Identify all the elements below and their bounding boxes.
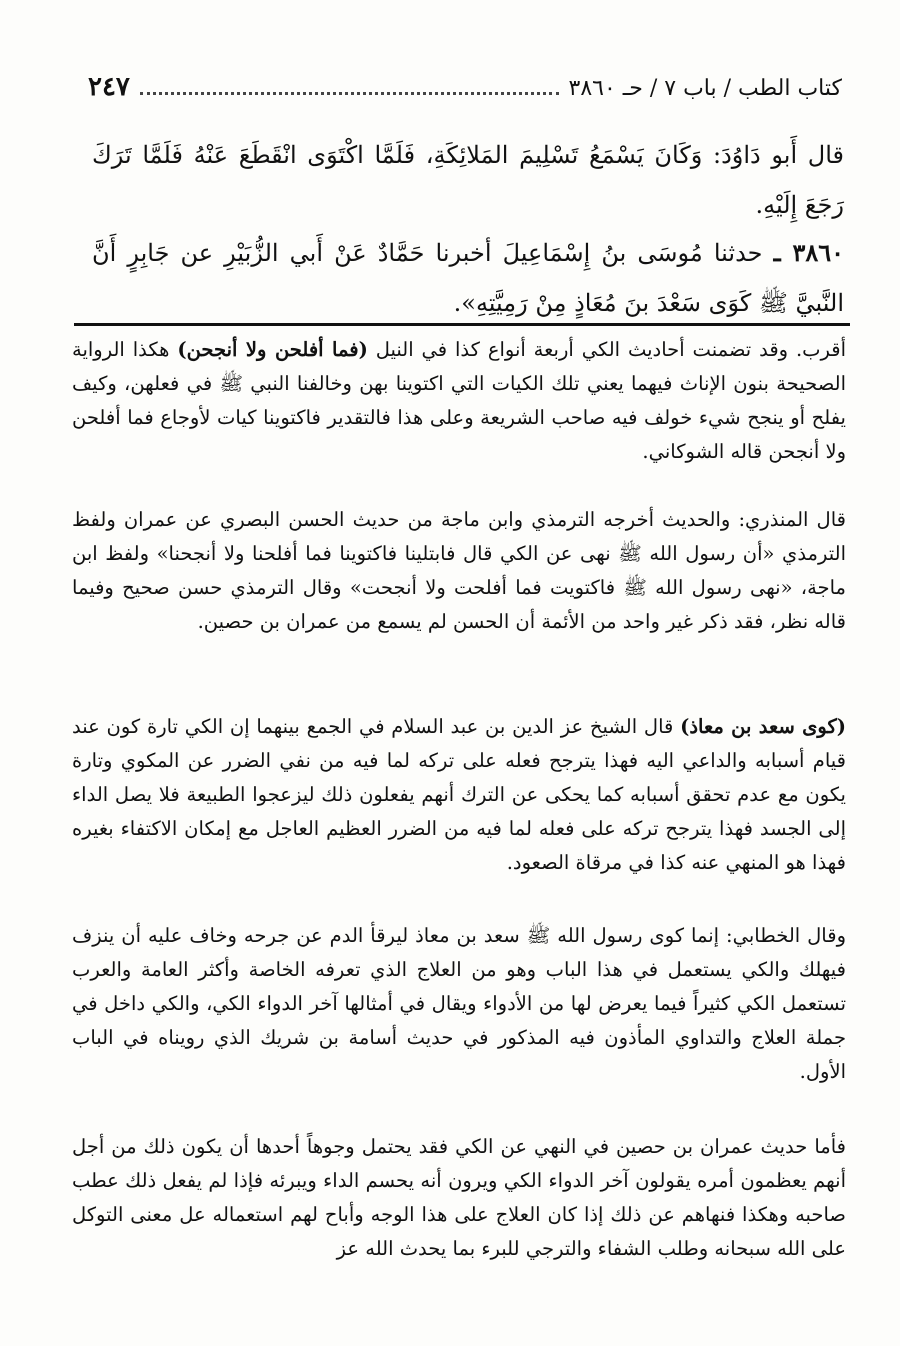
separator-rule bbox=[74, 323, 850, 326]
hadith-number: ٣٨٦٠ ـ bbox=[773, 238, 844, 267]
hadith-text: حدثنا مُوسَى بنُ إِسْمَاعِيلَ أخبرنا حَمَّادٌ عَنْ أَبي الزُّبَيْرِ عن جَابِرٍ أَنَّ النَّبيَّ ﷺ كَوَى سَعْدَ بنَ مُعَاذٍ مِنْ رَمِيَّتِهِ». bbox=[92, 239, 844, 317]
matn-text: قال أَبو دَاوُدَ: وَكَانَ يَسْمَعُ تَسْلِيمَ المَلائِكَةِ، فَلَمَّا اكْتَوَى انْقَطَعَ عَنْهُ فَلَمَّا تَرَكَ رَجَعَ إِلَيْهِ. bbox=[92, 141, 844, 219]
commentary-paragraph-1 bbox=[72, 333, 846, 469]
page-number: ٢٤٧ bbox=[88, 72, 130, 102]
commentary-paragraph-2 bbox=[72, 503, 846, 639]
quoted-phrase: (كوى سعد بن معاذ) bbox=[680, 715, 846, 738]
commentary-text: هكذا الرواية الصحيحة بنون الإناث فيهما يعني تلك الكيات التي اكتوينا بهن وخالفنا النبي ﷺ في فعلهن، وكيف يفلح أو ينجح شيء خولف فيه صاحب الشريعة وعلى هذا فالتقدير فاكتوينا كيات لأوجاع فما أفلحن ولا أنجحن قاله الشوكاني. bbox=[72, 338, 846, 463]
commentary-paragraph-4 bbox=[72, 919, 846, 1089]
commentary-text: قال المنذري: والحديث أخرجه الترمذي وابن ماجة من حديث الحسن البصري عن عمران ولفظ الترمذي «أن رسول الله ﷺ نهى عن الكي قال فابتلينا فاكتوينا فما أفلحنا ولا أنجحنا» ولفظ ابن ماجة، «نهى رسول الله ﷺ فاكتويت فما أفلحت ولا أنجحت» وقال الترمذي حسن صحيح وفيما قاله نظر، فقد ذكر غير واحد من الأئمة أن الحسن لم يسمع من عمران بن حصين. bbox=[72, 508, 846, 633]
commentary-paragraph-5 bbox=[72, 1130, 846, 1266]
quoted-phrase: (فما أفلحن ولا أنجحن) bbox=[177, 338, 368, 361]
commentary-paragraph-3 bbox=[72, 710, 846, 880]
page-header bbox=[88, 72, 842, 112]
commentary-text: فأما حديث عمران بن حصين في النهي عن الكي فقد يحتمل وجوهاً أحدها أن يكون ذلك من أجل أنهم يعظمون أمره يقولون آخر الدواء الكي ويرون أنه يحسم الداء ويبرئه فإذا لم يفعل ذلك عطب صاحبه وهكذا فنهاهم عن ذلك إذا كان العلاج على هذا الوجه وأباح لهم استعماله عل معنى التوكل على الله سبحانه وطلب الشفاء والترجي للبرء بما يحدث الله عز bbox=[72, 1135, 846, 1260]
commentary-text: قال الشيخ عز الدين بن عبد السلام في الجمع بينهما إن الكي تارة كون عند قيام أسبابه والداعي اليه فهذا يترجح فعله على تركه لما فيه من نفي الضرر عن المكوي وتارة يكون مع عدم تحقق أسبابه كما يحكى عن الترك أنهم يفعلون ذلك ليزعجوا الطبيعة فلا يصل الداء إلى الجسد فهذا يترجح تركه على فعله لما فيه من الضرر العظيم العاجل مع إمكان الاكتفاء بغيره فهذا هو المنهي عنه كذا في مرقاة الصعود. bbox=[72, 715, 846, 874]
commentary-text: أقرب. وقد تضمنت أحاديث الكي أربعة أنواع كذا في النيل bbox=[367, 338, 847, 361]
commentary-text: وقال الخطابي: إنما كوى رسول الله ﷺ سعد بن معاذ ليرقأ الدم عن جرحه وخاف عليه أن ينزف فيهلك والكي يستعمل في هذا الباب وهو من العلاج الذي تعرفه الخاصة وأكثر العامة والعرب تستعمل الكي كثيراً فيما يعرض لها من الأدواء ويقال في أمثالها آخر الدواء الكي، والكي داخل في جملة العلاج والتداوي المأذون فيه المذكور في حديث أسامة بن شريك الذي رويناه في الباب الأول. bbox=[72, 924, 846, 1083]
dotted-leader bbox=[140, 92, 559, 95]
running-title: كتاب الطب / باب ٧ / حـ ٣٨٦٠ bbox=[568, 76, 842, 101]
matn-paragraph bbox=[92, 130, 844, 230]
hadith-3860 bbox=[92, 228, 844, 328]
